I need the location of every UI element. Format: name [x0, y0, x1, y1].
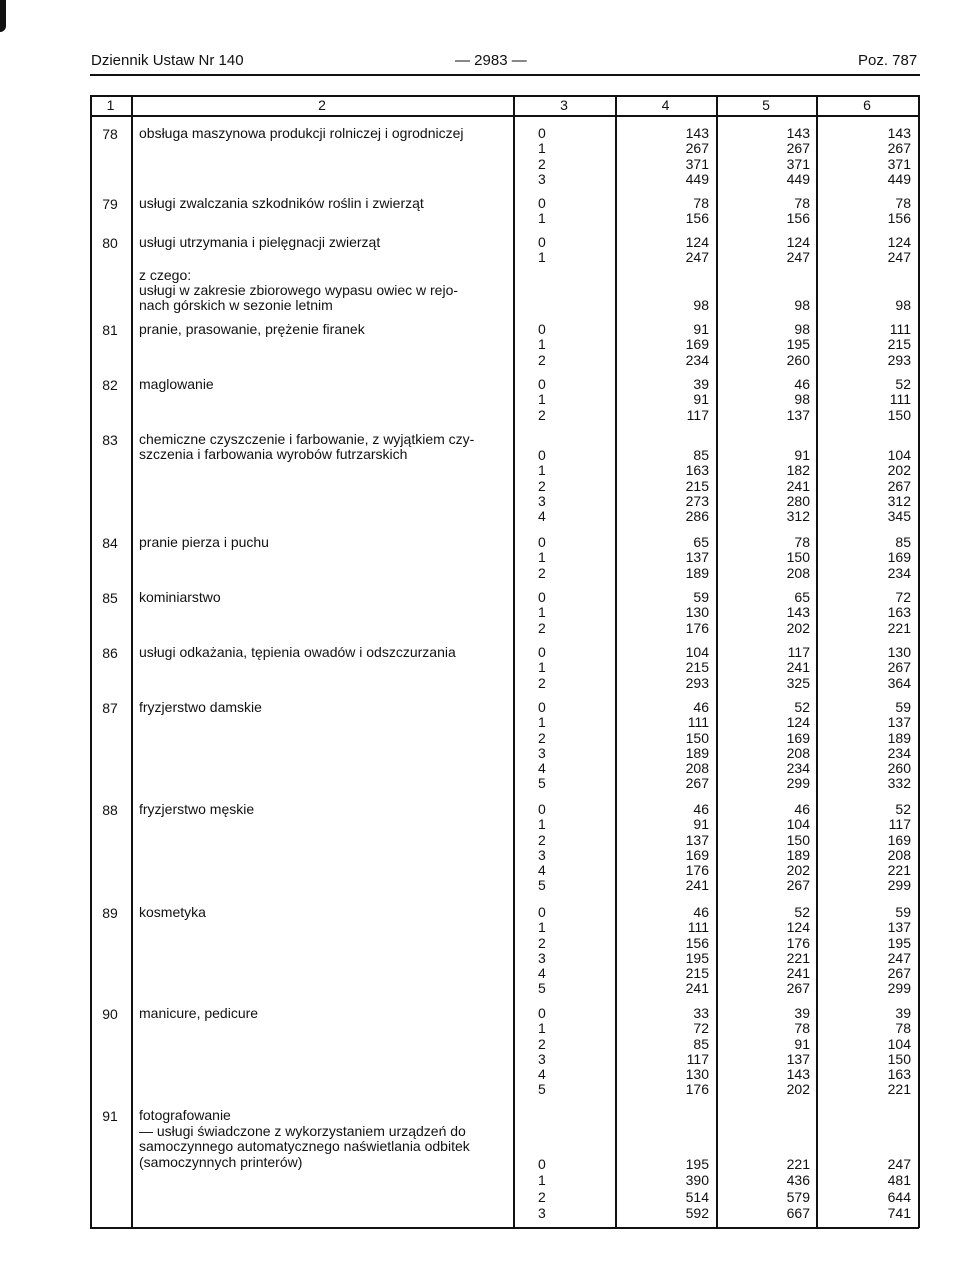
service-description: usługi odkażania, tępienia owadów i odszczurzania	[139, 644, 456, 660]
col6-values: 104 202 267 312 345	[887, 447, 911, 525]
col4-values: 85 163 215 273 286	[685, 447, 709, 525]
col-border	[615, 95, 617, 1228]
col6-values: 78 156	[887, 195, 911, 227]
col-border	[131, 95, 133, 1228]
position-number: Poz. 787	[858, 52, 918, 69]
col4-values: 46 111 150 189 208 267	[685, 699, 709, 792]
service-description: kosmetyka	[139, 904, 206, 920]
col4-values: 65 137 189	[685, 534, 709, 581]
col6-values: 59 137 195 247 267 299	[887, 904, 911, 997]
col5-values: 98 195 260	[786, 321, 810, 368]
table-header-border	[90, 115, 919, 117]
col5-values: 65 143 202	[786, 589, 810, 636]
group-values: 0 1 2	[538, 321, 546, 368]
group-values: 0 1 2 3	[538, 1156, 546, 1221]
group-values: 0 1 2 3	[538, 125, 546, 187]
group-values: 0 1 2 3 4 5	[538, 801, 546, 894]
column-header: 1	[106, 97, 115, 113]
col4-values: 104 215 293	[685, 644, 709, 691]
service-description: fotografowanie — usługi świadczone z wykorzystaniem urządzeń do samoczynnego automatycznego naświetlania odbitek (samoczynnych printerów)	[139, 1107, 470, 1170]
col6-values: 98	[895, 297, 911, 313]
page-number: — 2983 —	[455, 52, 527, 69]
col4-values: 46 91 137 169 176 241	[685, 801, 709, 894]
col6-values: 247 481 644 741	[887, 1156, 911, 1221]
group-values: 0 1 2 3 4	[538, 447, 546, 525]
col-border	[816, 95, 818, 1228]
row-number: 82	[102, 377, 118, 393]
group-values: 0 1 2	[538, 376, 546, 423]
col5-values: 39 78 91 137 143 202	[786, 1005, 810, 1098]
col5-values: 46 98 137	[786, 376, 810, 423]
row-number: 89	[102, 905, 118, 921]
service-description: maglowanie	[139, 376, 214, 392]
col6-values: 85 169 234	[887, 534, 911, 581]
col4-values: 91 169 234	[685, 321, 709, 368]
service-description: chemiczne czyszczenie i farbowanie, z wyjątkiem czy- szczenia i farbowania wyrobów futrzarskich	[139, 431, 475, 462]
service-description: kominiarstwo	[139, 589, 221, 605]
row-number: 90	[102, 1006, 118, 1022]
group-values: 0 1 2	[538, 644, 546, 691]
col4-values: 98	[693, 297, 709, 313]
col5-values: 78 150 208	[786, 534, 810, 581]
col-border	[918, 95, 920, 1228]
service-description: z czego: usługi w zakresie zbiorowego wypasu owiec w rejo- nach górskich w sezonie letnim	[139, 267, 459, 313]
column-header: 2	[318, 97, 326, 113]
col6-values: 124 247	[887, 234, 911, 266]
service-description: manicure, pedicure	[139, 1005, 259, 1021]
service-description: usługi zwalczania szkodników roślin i zwierząt	[139, 195, 424, 211]
col5-values: 46 104 150 189 202 267	[786, 801, 810, 894]
col5-values: 78 156	[786, 195, 810, 227]
group-values: 0 1 2	[538, 589, 546, 636]
col6-values: 72 163 221	[887, 589, 911, 636]
col4-values: 33 72 85 117 130 176	[685, 1005, 709, 1098]
col6-values: 130 267 364	[887, 644, 911, 691]
service-description: pranie, prasowanie, prężenie firanek	[139, 321, 365, 337]
table-bottom-border	[90, 1227, 919, 1229]
column-header: 6	[863, 97, 871, 113]
group-values: 0 1 2 3 4 5	[538, 1005, 546, 1098]
row-number: 78	[102, 126, 118, 142]
col6-values: 39 78 104 150 163 221	[887, 1005, 911, 1098]
col5-values: 221 436 579 667	[786, 1156, 810, 1221]
col4-values: 59 130 176	[685, 589, 709, 636]
row-number: 79	[102, 196, 118, 212]
service-description: pranie pierza i puchu	[139, 534, 269, 550]
col-border	[513, 95, 515, 1228]
col4-values: 78 156	[685, 195, 709, 227]
col5-values: 52 124 169 208 234 299	[786, 699, 810, 792]
col5-values: 91 182 241 280 312	[786, 447, 810, 525]
col-border	[90, 95, 92, 1228]
group-values: 0 1	[538, 195, 546, 227]
col5-values: 52 124 176 221 241 267	[786, 904, 810, 997]
service-description: fryzjerstwo damskie	[139, 699, 262, 715]
journal-title: Dziennik Ustaw Nr 140	[91, 52, 244, 69]
header-rule	[90, 74, 920, 76]
group-values: 0 1 2	[538, 534, 546, 581]
col5-values: 98	[794, 297, 810, 313]
service-description: obsługa maszynowa produkcji rolniczej i ogrodniczej	[139, 125, 464, 141]
col6-values: 59 137 189 234 260 332	[887, 699, 911, 792]
column-header: 3	[560, 97, 568, 113]
col4-values: 124 247	[685, 234, 709, 266]
service-description: usługi utrzymania i pielęgnacji zwierząt	[139, 234, 381, 250]
row-number: 86	[102, 645, 118, 661]
col5-values: 124 247	[786, 234, 810, 266]
row-number: 80	[102, 235, 118, 251]
group-values: 0 1	[538, 234, 546, 266]
col5-values: 117 241 325	[786, 644, 810, 691]
col4-values: 143 267 371 449	[685, 125, 709, 187]
row-number: 87	[102, 700, 118, 716]
row-number: 81	[102, 322, 118, 338]
row-number: 83	[102, 432, 118, 448]
column-header: 5	[762, 97, 770, 113]
group-values: 0 1 2 3 4 5	[538, 699, 546, 792]
column-header: 4	[661, 97, 670, 113]
col6-values: 143 267 371 449	[887, 125, 911, 187]
col6-values: 52 117 169 208 221 299	[887, 801, 911, 894]
col6-values: 52 111 150	[887, 376, 911, 423]
col-border	[716, 95, 718, 1228]
row-number: 91	[102, 1108, 118, 1124]
row-number: 88	[102, 802, 118, 818]
row-number: 85	[102, 590, 118, 606]
row-number: 84	[102, 535, 118, 551]
col5-values: 143 267 371 449	[786, 125, 810, 187]
col4-values: 39 91 117	[686, 376, 709, 423]
col6-values: 111 215 293	[887, 321, 911, 368]
group-values: 0 1 2 3 4 5	[538, 904, 546, 997]
service-description: fryzjerstwo męskie	[139, 801, 255, 817]
col4-values: 46 111 156 195 215 241	[685, 904, 709, 997]
page-corner-mark	[0, 0, 6, 32]
col4-values: 195 390 514 592	[685, 1156, 709, 1221]
